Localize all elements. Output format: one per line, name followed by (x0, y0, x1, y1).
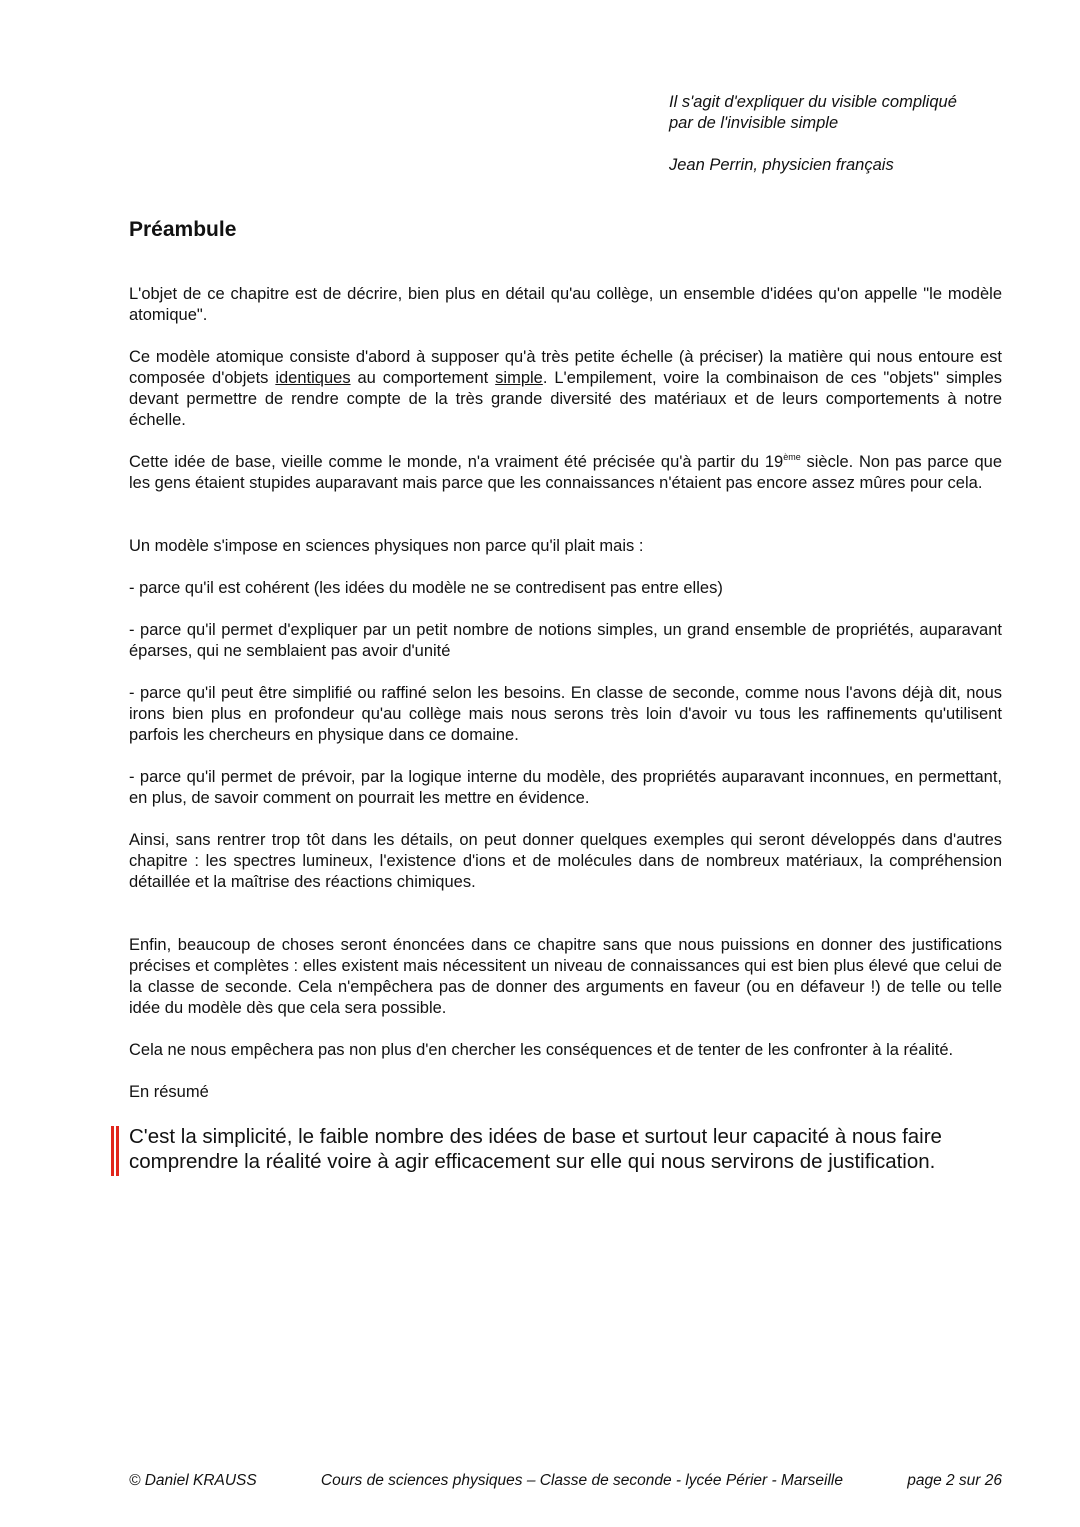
callout-text: C'est la simplicité, le faible nombre des idées de base et surtout leur capacité à nous faire comprendre la réalité voire à agir efficacement sur elle qui nous servirons de justification. (129, 1125, 942, 1173)
page-footer (129, 1470, 1002, 1492)
paragraph-history-text-b: siècle. Non pas parce que les gens étaient stupides auparavant mais parce que les connaissances n'étaient pas encore assez mûres pour cela. (129, 453, 1002, 492)
epigraph (669, 92, 1049, 176)
bullet-explain: - parce qu'il permet d'expliquer par un petit nombre de notions simples, un grand ensemble de propriétés, auparavant éparses, qui ne semblaient pas avoir d'unité (129, 621, 1002, 660)
epigraph-line-2: par de l'invisible simple (669, 114, 839, 132)
bullet-coherent: - parce qu'il est cohérent (les idées du modèle ne se contredisent pas entre elles) (129, 579, 723, 597)
summary-label: En résumé (129, 1083, 209, 1101)
footer-author: © Daniel KRAUSS (129, 1472, 257, 1489)
paragraph-consequences: Cela ne nous empêchera pas non plus d'en chercher les conséquences et de tenter de les confronter à la réalité. (129, 1041, 954, 1059)
superscript-eme: ème (783, 452, 801, 462)
underlined-identiques: identiques (275, 369, 351, 387)
section-heading: Préambule (129, 218, 237, 241)
paragraph-model-text-b: au comportement (350, 369, 496, 387)
paragraph-justifications: Enfin, beaucoup de choses seront énoncées dans ce chapitre sans que nous puissions en donner des justifications précises et complètes : elles existent mais nécessitent un niveau de connaissances qui est bien plus élevé que celui de la classe de seconde. Cela n'empêchera pas de donner des arguments en faveur (ou en défaveur !) de telle ou telle idée du modèle dès que cela sera possible. (129, 936, 1002, 1017)
paragraph-model-criteria: Un modèle s'impose en sciences physiques non parce qu'il plait mais : (129, 537, 644, 555)
bullet-predict: - parce qu'il permet de prévoir, par la logique interne du modèle, des propriétés auparavant inconnues, en permettant, en plus, de savoir comment on pourrait les mettre en évidence. (129, 768, 1002, 807)
summary-callout (129, 1124, 1002, 1174)
paragraph-intro: L'objet de ce chapitre est de décrire, bien plus en détail qu'au collège, un ensemble d'idées qu'on appelle "le modèle atomique". (129, 285, 1002, 324)
bullet-refine: - parce qu'il peut être simplifié ou raffiné selon les besoins. En classe de seconde, comme nous l'avons déjà dit, nous irons bien plus en profondeur qu'au collège mais nous serons très loin d'avoir vu tous les raffinements qu'utilisent parfois les chercheurs en physique dans ce domaine. (129, 684, 1002, 744)
paragraph-model-text-a: Ce modèle atomique consiste d'abord à supposer qu'à très petite échelle (à préciser) la matière qui nous entoure est composée d'objets (129, 348, 1002, 387)
footer-page-number: page 2 sur 26 (907, 1472, 1002, 1489)
paragraph-model-text-c: . L'empilement, voire la combinaison de ces "objets" simples devant permettre de rendre compte de la très grande diversité des matériaux et de leurs comportements à notre échelle. (129, 369, 1002, 429)
epigraph-line-1: Il s'agit d'expliquer du visible compliqué (669, 93, 957, 111)
underlined-simple: simple (495, 369, 543, 387)
body-text (129, 284, 1002, 1174)
footer-course: Cours de sciences physiques – Classe de seconde - lycée Périer - Marseille (320, 1472, 843, 1489)
paragraph-history (129, 452, 1002, 494)
paragraph-model (129, 347, 1002, 431)
callout-red-bar (111, 1126, 114, 1176)
epigraph-author: Jean Perrin, physicien français (669, 156, 894, 174)
paragraph-history-text-a: Cette idée de base, vieille comme le monde, n'a vraiment été précisée qu'à partir du 19 (129, 453, 784, 471)
paragraph-examples: Ainsi, sans rentrer trop tôt dans les détails, on peut donner quelques exemples qui seront développés dans d'autres chapitre : les spectres lumineux, l'existence d'ions et de molécules dans de nombreux matériaux, la compréhension détaillée et la maîtrise des réactions chimiques. (129, 831, 1002, 891)
